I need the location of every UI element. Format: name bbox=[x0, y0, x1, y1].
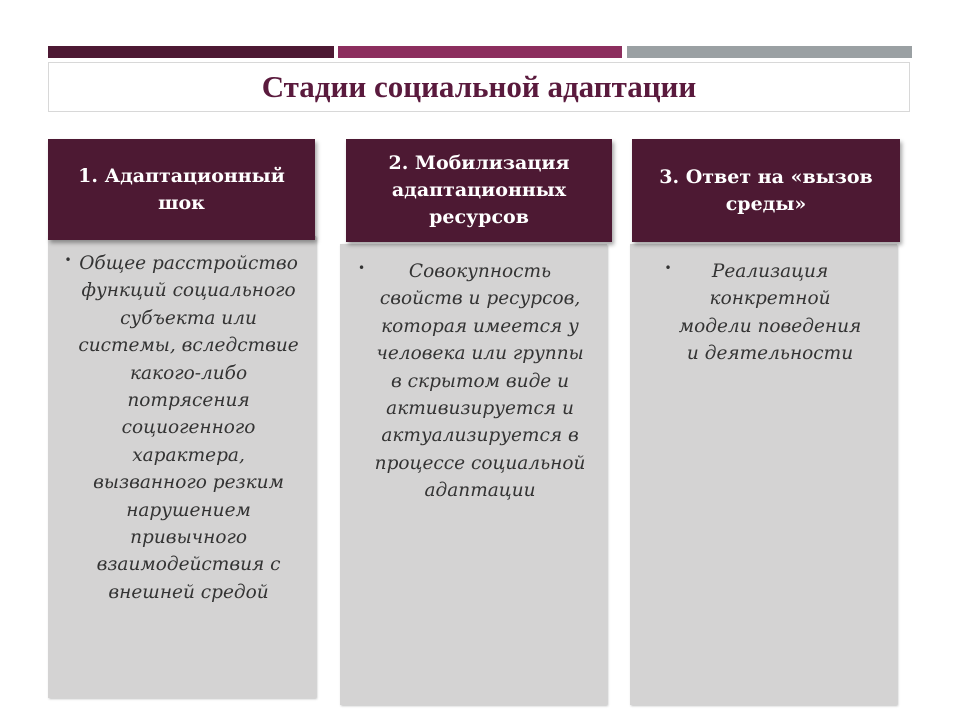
stage-1-header: 1. Адаптационный шок bbox=[48, 139, 315, 240]
stage-3-header: 3. Ответ на «вызов среды» bbox=[632, 139, 900, 242]
title-box bbox=[48, 62, 910, 112]
stage-2-description-box bbox=[340, 244, 607, 705]
bullet-icon: • bbox=[64, 253, 72, 267]
stage-1-description-box bbox=[48, 236, 316, 698]
slide-title: Стадии социальной адаптации bbox=[261, 69, 697, 104]
accent-bar-right bbox=[627, 46, 912, 58]
stage-3-description: Реализация конкретной модели поведения и деятельности bbox=[678, 261, 862, 365]
accent-bar-left bbox=[48, 46, 334, 58]
accent-bar-middle bbox=[338, 46, 622, 58]
stage-1-bullet-item bbox=[65, 250, 300, 606]
bullet-icon: • bbox=[357, 261, 366, 275]
stage-2-description: Совокупность свойств и ресурсов, которая имеется у человека или группы в скрытом виде и активизируется и актуализируется в процессе социальной адаптации bbox=[374, 261, 586, 502]
stage-3-description-box bbox=[630, 244, 897, 705]
stage-2-header: 2. Мобилизация адаптационных ресурсов bbox=[346, 139, 612, 242]
stage-1-description: Общее расстройство функций социального субъекта или системы, вследствие какого-либо потрясения социогенного характера, вызванного резким нарушением привычного взаимодействия с внешней средой bbox=[78, 253, 299, 603]
stage-3-bullet-item bbox=[646, 258, 881, 368]
bullet-icon: • bbox=[664, 261, 672, 275]
stage-2-bullet-item bbox=[356, 258, 591, 505]
